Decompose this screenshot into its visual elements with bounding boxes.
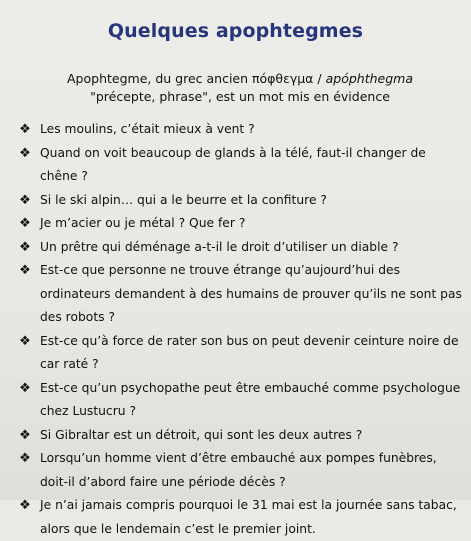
list-item-text: Je n’ai jamais compris pourquoi le 31 mai est la journée sans tabac, alors que le lendemain c’est le premier joint.: [40, 498, 457, 536]
list-item-text: Est-ce qu’à force de rater son bus on peut devenir ceinture noire de car raté ?: [40, 333, 459, 371]
diamond-bullet-icon: ❖: [19, 333, 31, 349]
list-item: [16, 118, 466, 142]
diamond-bullet-icon: ❖: [19, 145, 31, 161]
list-item: [16, 236, 466, 260]
list-item-text: Est-ce qu’un psychopathe peut être embauché comme psychologue chez Lustucru ?: [40, 380, 461, 418]
list-item: [16, 330, 466, 377]
intro-text-1: Apophtegme, du grec ancien πόφθεγμα /: [67, 71, 326, 86]
intro-text-2: "précepte, phrase", est un mot mis en évidence: [90, 89, 390, 104]
list-item-text: Est-ce que personne ne trouve étrange qu’aujourd’hui des ordinateurs demandent à des humains de prouver qu’ils ne sont pas des robots ?: [40, 263, 462, 324]
list-item: [16, 189, 466, 213]
list-item-text: Je m’acier ou je métal ? Que fer ?: [40, 216, 246, 230]
list-item-text: Si Gibraltar est un détroit, qui sont les deux autres ?: [40, 427, 363, 442]
intro-italic-term: apóphthegma: [325, 71, 413, 86]
list-item: [16, 377, 466, 424]
list-item: [16, 259, 466, 330]
diamond-bullet-icon: ❖: [19, 122, 31, 137]
diamond-bullet-icon: ❖: [19, 451, 31, 466]
diamond-bullet-icon: ❖: [19, 380, 31, 396]
list-item-text: Un prêtre qui déménage a-t-il le droit d’utiliser un diable ?: [40, 239, 399, 254]
list-item-text: Si le ski alpin… qui a le beurre et la confiture ?: [40, 192, 327, 207]
list-item-text: Lorsqu’un homme vient d’être embauché aux pompes funèbres, doit-il d’abord faire une période décès ?: [40, 451, 437, 489]
list-item-text: Quand on voit beaucoup de glands à la télé, faut-il changer de chêne ?: [40, 145, 426, 183]
list-item: [16, 424, 466, 448]
diamond-bullet-icon: ❖: [19, 427, 31, 443]
intro-paragraph: [40, 70, 440, 106]
diamond-bullet-icon: ❖: [19, 263, 31, 278]
diamond-bullet-icon: ❖: [19, 216, 31, 231]
list-item: [16, 494, 466, 541]
diamond-bullet-icon: ❖: [19, 239, 31, 255]
apophthegm-list: [16, 118, 466, 541]
list-item: [16, 212, 466, 236]
list-item: [16, 142, 466, 189]
diamond-bullet-icon: ❖: [19, 192, 31, 208]
list-item-text: Les moulins, c’était mieux à vent ?: [40, 122, 255, 136]
list-item: [16, 447, 466, 494]
page-title: Quelques apophtegmes: [107, 20, 364, 42]
diamond-bullet-icon: ❖: [19, 498, 31, 513]
